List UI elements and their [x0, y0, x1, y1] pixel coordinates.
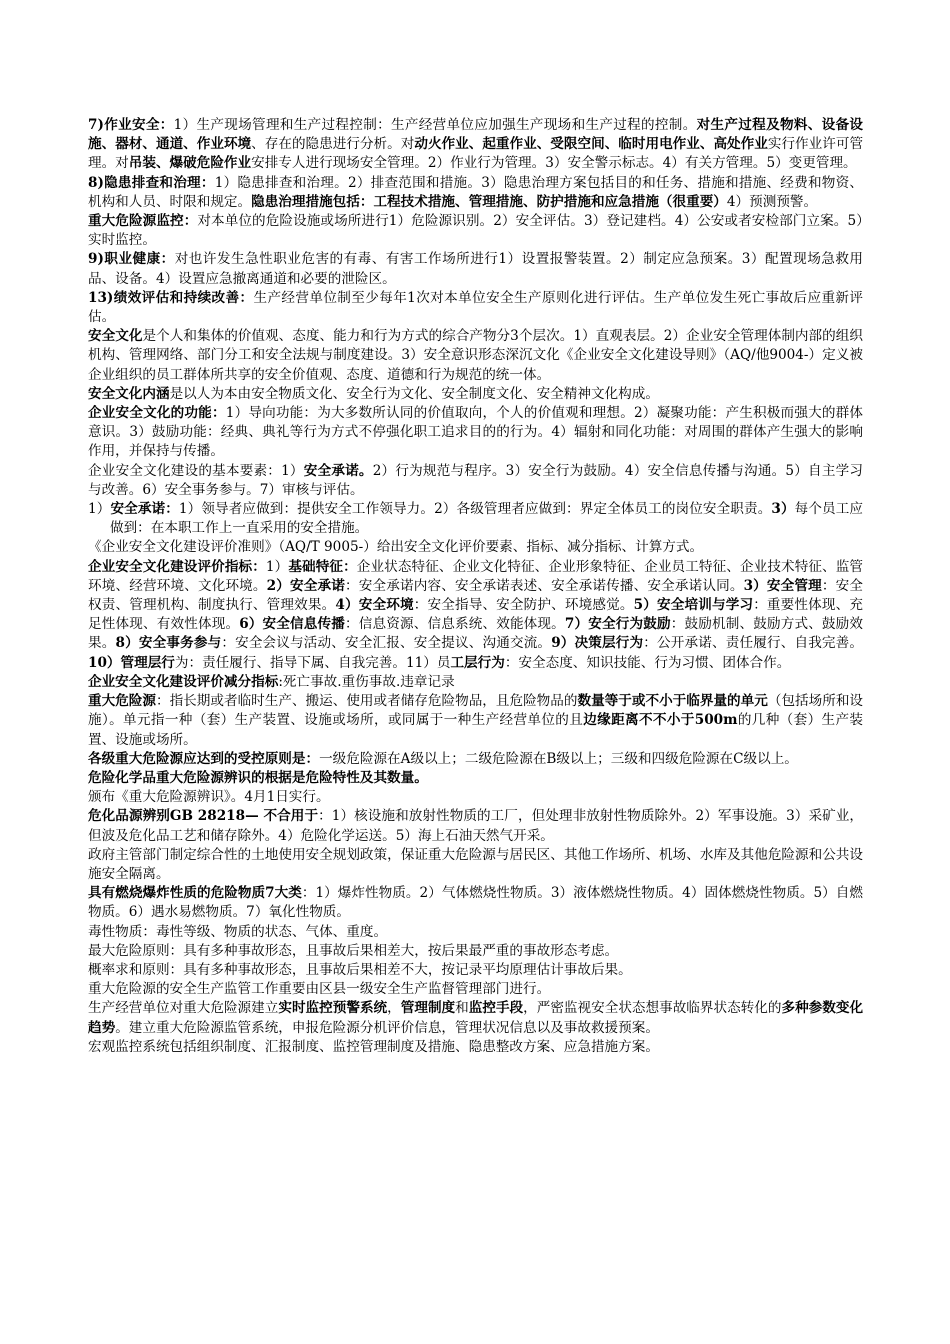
text-run: ：1）爆炸性物质。2）气体燃烧性物质。3）液体燃烧性物质。4）固体燃烧性物质。5）自燃物质。6）遇水易燃物质。7）氧化性物质。	[88, 885, 863, 921]
bold-run: 8）安全事务参与	[115, 635, 222, 652]
text-run: 1）	[88, 501, 111, 518]
text-run: 是个人和集体的价值观、态度、能力和行为方式的综合产物分3个层次。1）直观表层。2）企业安全管理体制内部的组织机构、管理网络、部门分工和安全法规与制度建设。3）安全意识形态深沉文化《企业安全文化建设导则》（AQ/他9004-）定义被企业组织的员工群体所共享的安全价值观、态度、道德和行为规范的统一体。	[88, 328, 864, 383]
bold-run: 9)职业健康：	[88, 251, 175, 268]
bold-run: 工层行为	[450, 654, 505, 671]
paragraph	[88, 750, 863, 769]
bold-run: 3）安全管理	[743, 577, 822, 594]
bold-run: 13)绩效评估和持续改善：	[88, 289, 254, 306]
text-run: 概率求和原则：具有多种事故形态，且事故后果相差不大，按记录平均原理估计事故后果。	[88, 961, 632, 978]
document-body	[88, 116, 863, 1057]
text-run: ：安全态度、知识技能、行为习惯、团体合作。	[504, 654, 791, 671]
paragraph	[88, 769, 863, 788]
text-run: 毒性物质：毒性等级、物质的状态、气体、重度。	[88, 923, 388, 940]
text-run: 、存在的隐患进行分析。对	[251, 136, 415, 153]
text-run: ：安全会议与活动、安全汇报、安全提议、沟通交流。	[221, 635, 552, 652]
bold-run: 动火作业、起重作业、受限空间、临时用电作业、高处作业	[414, 136, 768, 153]
bold-run: 3）	[771, 501, 795, 518]
paragraph	[88, 999, 863, 1037]
bold-run: 8)隐患排查和治理：	[88, 174, 215, 191]
paragraph	[88, 250, 863, 288]
bold-run: 安全承诺。	[303, 462, 373, 479]
text-run: ，	[387, 1000, 401, 1017]
bold-run: 具有燃烧爆炸性质的危险物质7大类	[88, 885, 302, 902]
paragraph	[88, 942, 863, 961]
bold-run: 吊装、爆破危险作业	[128, 155, 252, 172]
paragraph	[88, 212, 863, 250]
text-run: 安排专人进行现场安全管理。2）作业行为管理。3）安全警示标志。4）有关方管理。5）变更管理。	[251, 155, 857, 172]
bold-run: 安全文化内涵	[88, 385, 170, 402]
text-run: ：公开承诺、责任履行、自我完善。	[643, 635, 864, 652]
text-run: 1）	[265, 558, 289, 575]
paragraph	[88, 174, 863, 212]
paragraph	[88, 673, 863, 692]
text-run: ，严密监视安全状态想事故临界状态转化的	[523, 1000, 782, 1017]
bold-run: 2）安全承诺	[266, 577, 345, 594]
bold-run: 9）决策层行为	[551, 635, 644, 652]
text-run: （包括场所和设施）。单元指一种（套）生产装置、设施或场所，或同属于一种生产经营单位的且	[88, 693, 864, 729]
bold-run: 基础特征：	[288, 558, 357, 575]
text-run: 1）隐患排查和治理。2）排查范围和措施。3）隐患治理方案包括目的和任务、措施和措施、经费和物资、机构和人员、时限和规定。	[88, 174, 863, 210]
bold-run: 各级重大危险源应达到的受控原则是：	[88, 750, 320, 767]
bold-run: 危险化学品重大危险源辨识的根据是危险特性及其数量。	[88, 769, 428, 786]
paragraph	[88, 846, 863, 884]
text-run: 对本单位的危险设施或场所进行1）危险源识别。2）安全评估。3）登记建档。4）公安或者安检部门立案。5）实时监控。	[88, 213, 863, 249]
paragraph	[88, 923, 863, 942]
text-run: 一级危险源在A级以上；二级危险源在B级以上；三级和四级危险源在C级以上。	[319, 750, 798, 767]
text-run: 1）领导者应做到：提供安全工作领导力。2）各级管理者应做到：界定全体员工的岗位安全职责。	[178, 501, 772, 518]
text-run: 宏观监控系统包括组织制度、汇报制度、监控管理制度及措施、隐患整改方案、应急措施方案。	[88, 1038, 659, 1055]
bold-run: 7）安全行为鼓励	[564, 616, 671, 633]
text-run: 1）导向功能：为大多数所认同的价值取向，个人的价值观和理想。2）凝聚功能：产生积极而强大的群体意识。3）鼓励功能：经典、典礼等行为方式不停强化职工追求目的的行为。4）辐射和同化功能：对周围的群体产生强大的影响作用，并保持与传播。	[88, 405, 864, 460]
text-run: 最大危险原则：具有多种事故形态，且事故后果相差大，按后果最严重的事故形态考虑。	[88, 942, 619, 959]
paragraph	[88, 289, 863, 327]
text-run: 重大危险源的安全生产监管工作重要由区县一级安全生产监督管理部门进行。	[88, 981, 551, 998]
bold-run: 重大危险源监控：	[88, 213, 198, 230]
text-run: 对也许发生急性职业危害的有毒、有害工作场所进行1）设置报警装置。2）制定应急预案。3）配置现场急救用品、设备。4）设置应急撤离通道和必要的泄险区。	[88, 251, 863, 287]
bold-run: 对生产过程及物料、设备设施、器材、通道、作业环境	[88, 117, 864, 153]
paragraph	[88, 961, 863, 980]
text-run: ：安全权责、管理机构、制度执行、管理效果。	[88, 577, 863, 614]
text-run: ：安全指导、安全防护、环境感觉。	[413, 597, 634, 614]
paragraph	[88, 807, 863, 845]
bold-run: 企业安全文化的功能：	[88, 405, 226, 422]
paragraph	[88, 404, 863, 462]
paragraph	[88, 327, 863, 385]
paragraph	[88, 116, 863, 174]
text-run: 是以人为本由安全物质文化、安全行为文化、安全制度文化、安全精神文化构成。	[169, 385, 659, 402]
bold-run: 重大危险源	[88, 693, 156, 710]
bold-run: 隐患治理措施包括：工程技术措施、管理措施、防护措施和应急措施（很重要）	[251, 193, 727, 210]
text-run: ：重要性体现、充足性体现、有效性体现。	[88, 597, 863, 633]
bold-run: 管理制度	[400, 1000, 456, 1017]
bold-run: 安全文化	[88, 328, 143, 345]
bold-run: 实时监控预警系统	[278, 1000, 388, 1017]
text-run: 2）行为规范与程序。3）安全行为鼓励。4）安全信息传播与沟通。5）自主学习与改善。6）安全事务参与。7）审核与评估。	[88, 462, 864, 498]
bold-run: 多种参数变化趋势	[88, 1000, 864, 1036]
bold-run: 数量等于或不小于临界量的单元	[577, 693, 768, 710]
text-run: 《企业安全文化建设评价准则》（AQ/T 9005-）给出安全文化评价要素、指标、减分指标、计算方式。	[88, 539, 704, 556]
text-run: ：安全承诺内容、安全承诺表述、安全承诺传播、安全承诺认同。	[345, 577, 744, 594]
bold-run: 边缘距离不不小于500m	[583, 712, 738, 729]
text-run: 的几种（套）生产装置、设施或场所。	[88, 712, 863, 748]
text-run: 每个员工应做到：在本职工作上一直采用的安全措施。	[110, 501, 863, 537]
text-run: 和	[455, 1000, 469, 1017]
paragraph	[88, 558, 863, 673]
paragraph	[88, 1038, 863, 1057]
paragraph	[88, 538, 863, 557]
text-run: 生产经营单位对重大危险源建立	[88, 1000, 279, 1017]
text-run: 颁布《重大危险源辨识》。4月1日实行。	[88, 789, 330, 806]
text-run: 政府主管部门制定综合性的土地使用安全规划政策，保证重大危险源与居民区、其他工作场所、机场、水库及其他危险源和公共设施安全隔离。	[88, 846, 863, 882]
text-run: 为：责任履行、指导下属、自我完善。11）员	[174, 654, 451, 671]
bold-run: 4）安全环境	[335, 597, 414, 614]
paragraph	[88, 462, 863, 500]
text-run: :死亡事故.重伤事故.违章记录	[278, 673, 455, 690]
text-run: 1）生产现场管理和生产过程控制：生产经营单位应加强生产现场和生产过程的控制。	[173, 117, 697, 133]
text-run: 。建立重大危险源监管系统，申报危险源分机评价信息，管理状况信息以及事故救援预案。	[115, 1019, 659, 1036]
text-run: 企业状态特征、企业文化特征、企业形象特征、企业员工特征、企业技术特征、监管环境、经营环境、文化环境。	[88, 558, 864, 594]
text-run: 4）预测预警。	[726, 193, 818, 210]
paragraph	[88, 385, 863, 404]
bold-run: 危化品源辨别GB 28218— 不合用于	[88, 808, 319, 825]
bold-run: 企业安全文化建设评价减分指标	[88, 673, 279, 690]
text-run: ：指长期或者临时生产、搬运、使用或者储存危险物品，且危险物品的	[155, 693, 578, 710]
text-run: ：鼓励机制、鼓励方式、鼓励效果。	[88, 616, 864, 652]
paragraph	[88, 692, 863, 750]
text-run: 企业安全文化建设的基本要素：1）	[88, 462, 304, 479]
paragraph	[88, 884, 863, 922]
bold-run: 10）管理层行	[88, 654, 175, 671]
bold-run: 监控手段	[468, 1000, 524, 1017]
paragraph	[88, 788, 863, 807]
bold-run: 企业安全文化建设评价指标：	[88, 558, 266, 575]
text-run: ：信息资源、信息系统、效能体现。	[345, 616, 565, 633]
bold-run: 安全承诺：	[110, 501, 179, 518]
text-run: 生产经营单位制至少每年1次对本单位安全生产原则化进行评估。生产单位发生死亡事故后应重新评估。	[88, 289, 863, 326]
bold-run: 6）安全信息传播	[239, 616, 346, 633]
paragraph	[88, 500, 863, 538]
paragraph	[88, 980, 863, 999]
bold-run: 7)作业安全：	[88, 117, 174, 133]
text-run: 实行作业许可管理。对	[88, 136, 864, 172]
bold-run: 5）安全培训与学习	[633, 597, 754, 614]
text-run: ：1）核设施和放射性物质的工厂，但处理非放射性物质除外。2）军事设施。3）采矿业，但波及危化品工艺和储存除外。4）危险化学运送。5）海上石油天然气开采。	[88, 808, 863, 844]
